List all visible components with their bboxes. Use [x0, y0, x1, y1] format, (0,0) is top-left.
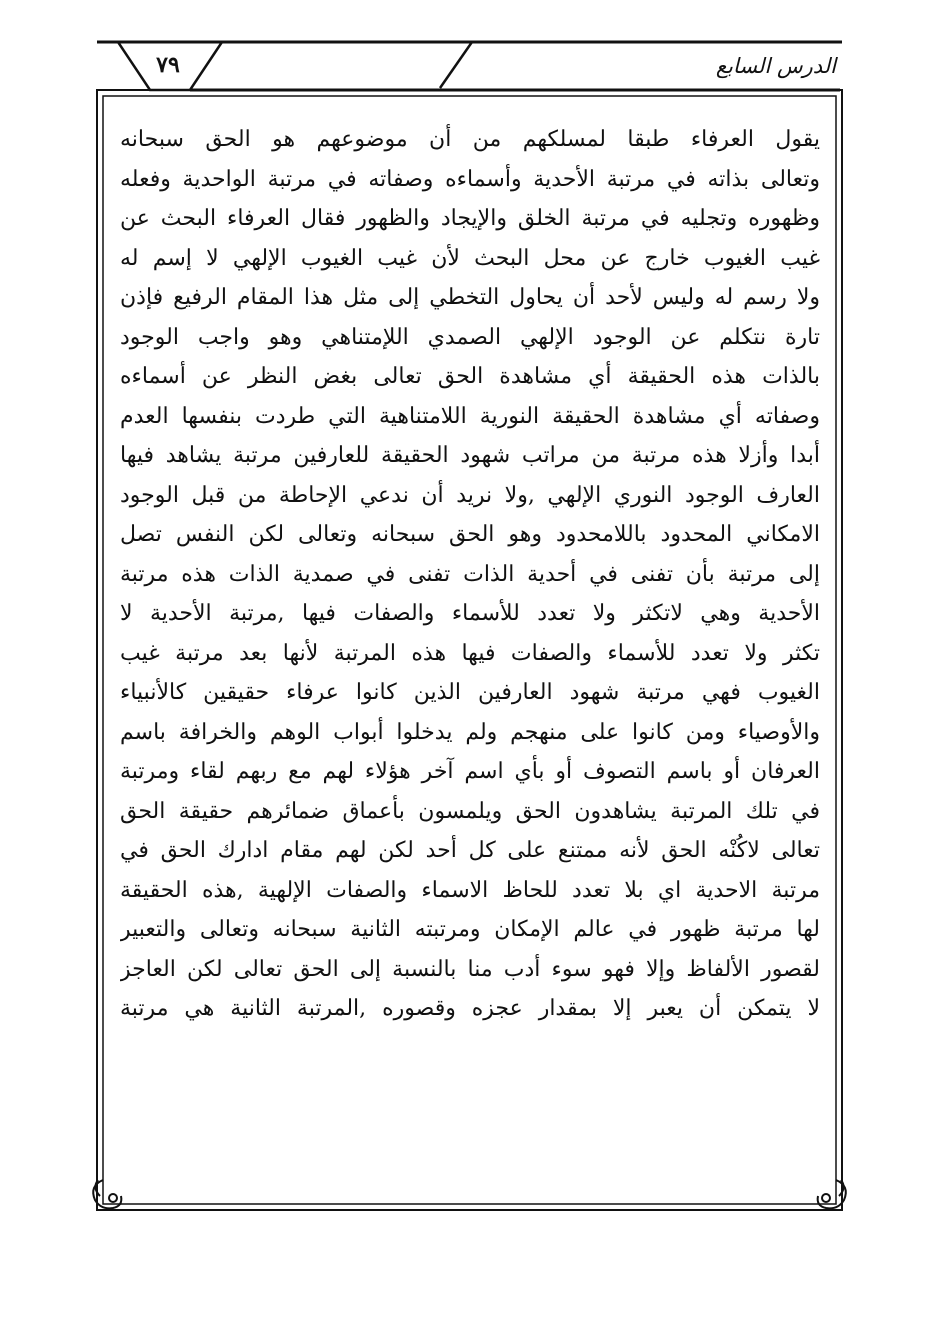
text-line: تكثر ولا تعدد للأسماء والصفات فيها هذه المرتبة لأنها بعد مرتبة غيب	[120, 640, 820, 666]
text-line: تارة نتكلم عن الوجود الإلهي الصمدي اللإمتناهي وهو واجب الوجود	[120, 324, 820, 350]
text-line: وصفاته أي مشاهدة الحقيقة النورية اللامتناهية التي طردت بنفسها العدم	[120, 403, 820, 429]
text-line: الغيوب فهي مرتبة شهود العارفين الذين كانوا عرفاء حقيقين كالأنبياء	[120, 680, 820, 705]
text-line: إلى مرتبة بأن تفنى في أحدية الذات تفنى في صمدية الذات هذه مرتبة	[120, 561, 820, 587]
text-line: غيب الغيوب خارج عن محل البحث لأن غيب الغيوب الإلهي لا إسم له	[120, 245, 820, 271]
text-line: مرتبة الاحدية اي بلا تعدد للحاظ الاسماء والصفات الإلهية ,هذه الحقيقة	[120, 877, 820, 903]
text-line: والأوصياء ومن كانوا على منهجم ولم يدخلوا أبواب الوهم والخرافة باسم	[120, 719, 820, 745]
body-text	[120, 120, 820, 1200]
text-line: الامكاني المحدود باللامحدود وهو الحق سبحانه وتعالى لكن النفس تصل	[120, 522, 820, 547]
text-line: بالذات هذه الحقيقة أي مشاهدة الحق تعالى بغض النظر عن أسماءه	[120, 364, 820, 389]
text-line: الأحدية وهي لاتكثر ولا تعدد للأسماء والصفات فيها ,مرتبة الأحدية لا	[120, 601, 820, 626]
text-line: أبدا وأزلا هذه مرتبة من مراتب شهود الحقيقة للعارفين مرتبة يشاهد فيها	[120, 443, 820, 468]
text-line: وتعالى بذاته في مرتبة الأحدية وأسماءه وصفاته في مرتبة الواحدية وفعله	[120, 166, 820, 192]
text-line: لها مرتبة ظهور في عالم الإمكان ومرتبته الثانية سبحانه وتعالى والتعبير	[120, 917, 820, 942]
text-line: وظهوره وتجليه في مرتبة الخلق والإيجاد والظهور فقال العرفاء البحث عن	[120, 206, 820, 231]
text-line: العرفان أو باسم التصوف أو بأي اسم آخر هؤلاء لهم مع ربهم لقاء ومرتبة	[120, 759, 820, 784]
text-line: لقصور الألفاظ وإلا فهو سوء أدب منا بالنسبة إلى الحق تعالى لكن العاجز	[120, 956, 820, 982]
running-title: الدرس السابع	[715, 54, 836, 78]
text-line: في تلك المرتبة يشاهدون الحق ويلمسون بأعماق ضمائرهم حقيقة الحق	[120, 798, 820, 824]
text-line: لا يتمكن أن يعبر إلا بمقدار عجزه وقصوره ,المرتبة الثانية هي مرتبة	[120, 996, 820, 1021]
text-line: تعالى لاكُنْه الحق لأنه ممتنع على كل أحد لكن لهم مقام ادارك الحق في	[120, 838, 820, 863]
text-line: يقول العرفاء طبقا لمسلكهم من أن موضوعهم هو الحق سبحانه	[120, 127, 820, 152]
text-line: ولا رسم له وليس لأحد أن يحاول التخطي إلى مثل هذا المقام الرفيع فإذن	[120, 285, 820, 310]
text-line: العارف الوجود النوري الإلهي ,ولا نريد أن ندعي الإحاطة من قبل الوجود	[120, 482, 820, 508]
page-number: ٧٩	[156, 52, 180, 78]
header-slant	[440, 42, 472, 88]
